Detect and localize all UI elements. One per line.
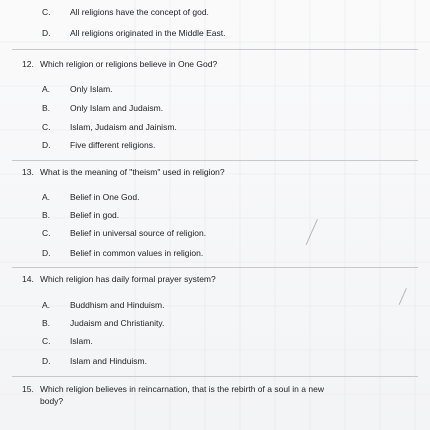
option-text: Belief in common values in religion. bbox=[70, 248, 204, 258]
question-text: Which religion has daily formal prayer system? bbox=[40, 274, 216, 284]
option-text: Judaism and Christianity. bbox=[70, 318, 165, 328]
option-text: All religions have the concept of god. bbox=[70, 7, 209, 17]
question-number: 14. bbox=[22, 274, 34, 284]
option-text: Buddhism and Hinduism. bbox=[70, 300, 165, 310]
question-12 bbox=[22, 59, 217, 70]
option-text: Five different religions. bbox=[70, 140, 156, 150]
question-15-line-2: body? bbox=[40, 396, 64, 406]
option-letter: A. bbox=[42, 300, 51, 310]
question-14 bbox=[22, 274, 216, 285]
section-divider bbox=[12, 49, 418, 50]
section-divider bbox=[12, 160, 418, 161]
option-letter: C. bbox=[42, 7, 51, 17]
option-text: All religions originated in the Middle East. bbox=[70, 28, 226, 38]
question-text: Which religion believes in reincarnation, that is the rebirth of a soul in a new bbox=[40, 384, 324, 394]
option-text: Only Islam and Judaism. bbox=[70, 103, 164, 113]
pencil-mark bbox=[399, 288, 407, 305]
option-text: Islam. bbox=[70, 336, 93, 346]
option-letter: D. bbox=[42, 356, 51, 366]
option-text: Belief in god. bbox=[70, 210, 120, 220]
option-text: Islam, Judaism and Jainism. bbox=[70, 122, 177, 132]
question-number: 12. bbox=[22, 59, 34, 69]
question-15 bbox=[22, 384, 324, 395]
option-letter: C. bbox=[42, 336, 51, 346]
option-text: Belief in universal source of religion. bbox=[70, 228, 207, 238]
option-text: Islam and Hinduism. bbox=[70, 356, 148, 366]
option-letter: D. bbox=[42, 248, 51, 258]
pencil-mark bbox=[306, 219, 318, 245]
question-number: 13. bbox=[22, 167, 34, 177]
option-letter: D. bbox=[42, 140, 51, 150]
question-text: What is the meaning of "theism" used in religion? bbox=[40, 167, 225, 177]
option-letter: B. bbox=[42, 210, 51, 220]
section-divider bbox=[12, 267, 418, 268]
question-13 bbox=[22, 167, 225, 178]
option-letter: B. bbox=[42, 103, 51, 113]
question-number: 15. bbox=[22, 384, 34, 394]
option-letter: C. bbox=[42, 122, 51, 132]
option-text: Only Islam. bbox=[70, 84, 113, 94]
option-letter: B. bbox=[42, 318, 51, 328]
option-letter: D. bbox=[42, 28, 51, 38]
option-text: Belief in One God. bbox=[70, 192, 140, 202]
section-divider bbox=[12, 376, 418, 377]
option-letter: A. bbox=[42, 192, 51, 202]
option-letter: C. bbox=[42, 228, 51, 238]
option-letter: A. bbox=[42, 84, 51, 94]
question-text: Which religion or religions believe in One God? bbox=[40, 59, 218, 69]
